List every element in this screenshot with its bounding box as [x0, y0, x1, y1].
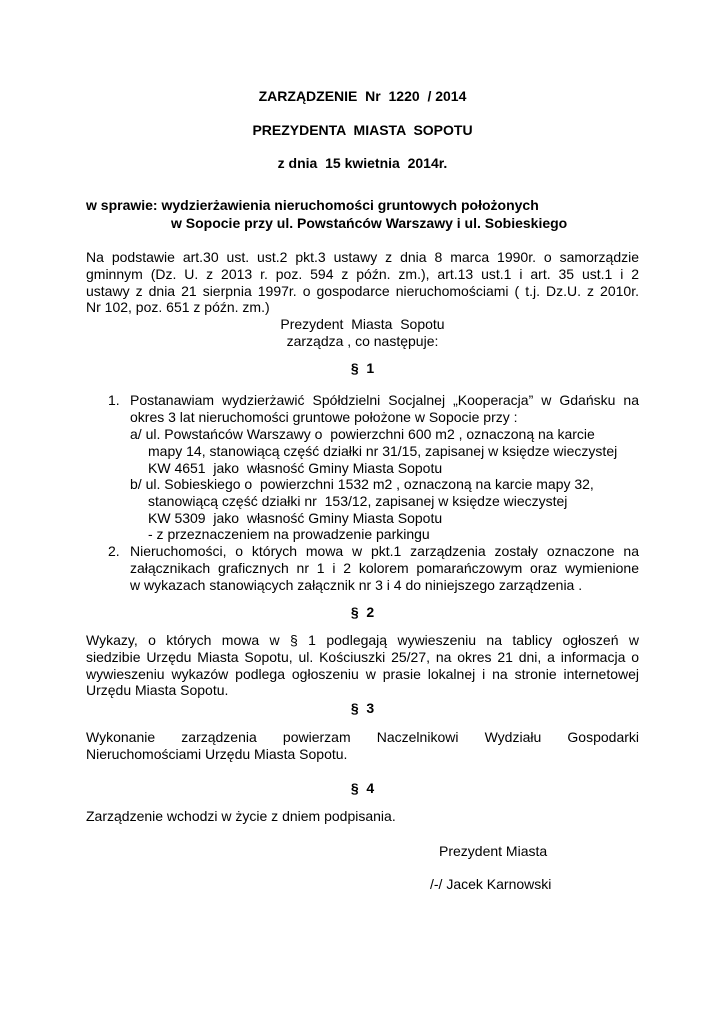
- item-2-number: 2.: [108, 543, 120, 559]
- sub-b-line: stanowiącą część działki nr 153/12, zapisanej w księdze wieczystej: [148, 492, 568, 509]
- item-1-sub-b: [130, 476, 650, 543]
- decree-line: zarządza , co następuje:: [286, 333, 439, 349]
- sub-a-first-line: a/ ul. Powstańców Warszawy o powierzchni 600 m2 , oznaczoną na karcie: [130, 426, 595, 442]
- section-3-paragraph: [86, 729, 639, 763]
- item-2-line: w wykazach stanowiących załącznik nr 3 i 4 do niniejszego zarządzenia .: [130, 576, 583, 593]
- item-1-body: [130, 392, 639, 426]
- sub-b-line: KW 5309 jako własność Gminy Miasta Sopotu: [148, 509, 443, 526]
- issuer-line: Prezydent Miasta Sopotu: [280, 316, 445, 332]
- section-2-line: wywieszeniu wykazów podlega ogłoszeniu w prasie lokalnej i na stronie internetowej: [86, 665, 639, 682]
- signature-name: /-/ Jacek Karnowski: [430, 876, 552, 892]
- subject-line-1: w sprawie: wydzierżawienia nieruchomości gruntowych położonych: [86, 197, 539, 213]
- item-1-line: okres 3 lat nieruchomości gruntowe położone w Sopocie przy :: [130, 408, 518, 425]
- document-date: z dnia 15 kwietnia 2014r.: [277, 155, 448, 171]
- section-2-line: Wykazy, o których mowa w § 1 podlegają wywieszeniu na tablicy ogłoszeń w: [86, 632, 639, 648]
- document-title: ZARZĄDZENIE Nr 1220 / 2014: [258, 88, 467, 104]
- sub-b-line: - z przeznaczeniem na prowadzenie parkingu: [148, 526, 430, 543]
- item-1-line: Postanawiam wydzierżawić Spółdzielni Socjalnej „Kooperacja” w Gdańsku na: [130, 392, 639, 408]
- section-2-line: siedzibie Urzędu Miasta Sopotu, ul. Kościuszki 25/27, na okres 21 dni, a informacja o: [86, 648, 639, 665]
- section-2-heading: § 2: [350, 604, 375, 620]
- section-2-line: Urzędu Miasta Sopotu.: [86, 682, 229, 699]
- item-2-line: Nieruchomości, o których mowa w pkt.1 zarządzenia zostały oznaczone na: [130, 543, 639, 559]
- item-1-sub-a: [130, 426, 650, 476]
- section-4-text: Zarządzenie wchodzi w życie z dniem podpisania.: [86, 808, 396, 824]
- document-issuer: PREZYDENTA MIASTA SOPOTU: [252, 122, 473, 138]
- subject-line-2: w Sopocie przy ul. Powstańców Warszawy i ul. Sobieskiego: [171, 215, 568, 231]
- section-2-paragraph: [86, 632, 639, 699]
- legal-basis-line: Na podstawie art.30 ust. ust.2 pkt.3 ustawy z dnia 8 marca 1990r. o samorządzie: [86, 249, 639, 265]
- legal-basis-paragraph: [86, 249, 639, 316]
- signature-role: Prezydent Miasta: [439, 843, 548, 859]
- sub-a-line: mapy 14, stanowiącą część działki nr 31/15, zapisanej w księdze wieczystej: [148, 442, 618, 459]
- legal-basis-line: gminnym (Dz. U. z 2013 r. poz. 594 z późn. zm.), art.13 ust.1 i art. 35 ust.1 i 2: [86, 265, 639, 282]
- section-1-heading: § 1: [350, 360, 375, 376]
- section-4-heading: § 4: [350, 780, 375, 796]
- sub-b-first-line: b/ ul. Sobieskiego o powierzchni 1532 m2 , oznaczoną na karcie mapy 32,: [130, 476, 594, 492]
- section-3-line: Wykonanie zarządzenia powierzam Naczelnikowi Wydziału Gospodarki: [86, 729, 639, 745]
- legal-basis-line: Nr 102, poz. 651 z późn. zm.): [86, 299, 270, 316]
- legal-basis-line: ustawy z dnia 21 sierpnia 1997r. o gospodarce nieruchomościami ( t.j. Dz.U. z 2010r.: [86, 282, 639, 299]
- section-3-line: Nieruchomościami Urzędu Miasta Sopotu.: [86, 745, 348, 762]
- sub-a-line: KW 4651 jako własność Gminy Miasta Sopotu: [148, 459, 443, 476]
- section-3-heading: § 3: [350, 700, 375, 716]
- item-2-body: [130, 543, 639, 593]
- item-1-number: 1.: [108, 392, 120, 408]
- item-2-line: załącznikach graficznych nr 1 i 2 kolorem pomarańczowym oraz wymienione: [130, 559, 639, 576]
- document-subject: [86, 196, 567, 232]
